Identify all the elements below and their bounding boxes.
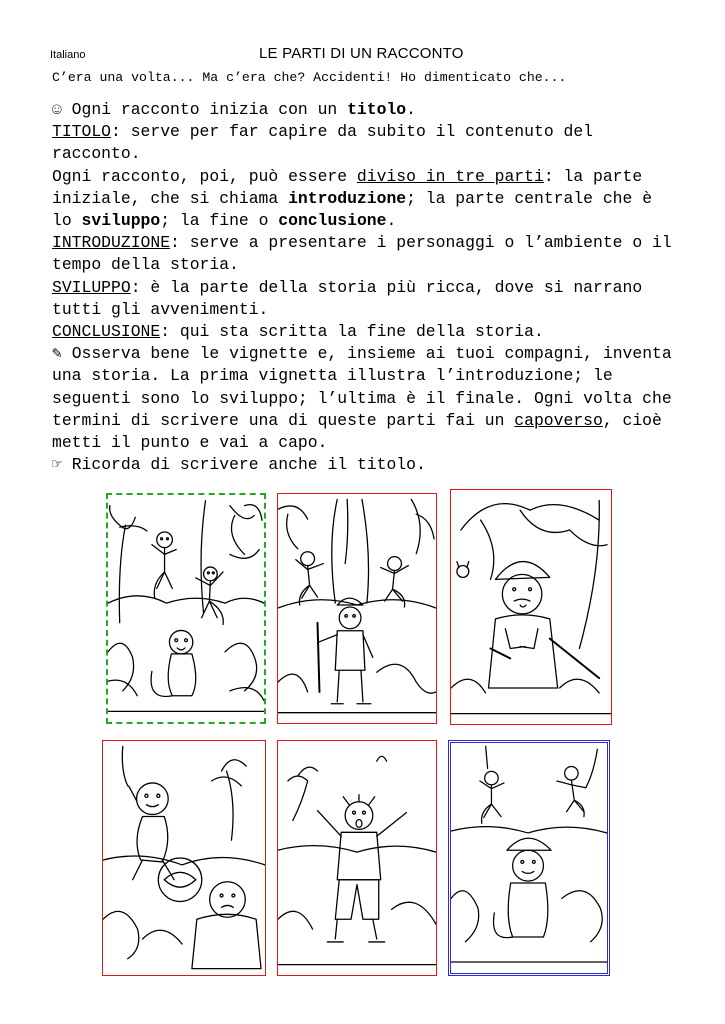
paragraph-three-parts — [52, 166, 677, 233]
text-span: Ogni racconto, poi, può essere — [52, 166, 357, 186]
explorer-closeup-illustration — [451, 490, 611, 724]
text-span: : serve a presentare i personaggi o l’ambiente o il tempo della storia. — [52, 233, 672, 275]
text-span: : qui sta scritta la fine della storia. — [160, 322, 544, 342]
text-span: Ricorda di scrivere anche il titolo. — [61, 455, 426, 475]
explorer-in-jungle-illustration — [278, 494, 436, 723]
opening-line: C’era una volta... Ma c’era che? Accidenti! Ho dimenticato che... — [52, 70, 567, 85]
label-introduzione: INTRODUZIONE — [52, 233, 171, 253]
monkey-takes-hat-illustration — [103, 741, 265, 975]
paragraph-reminder — [52, 454, 677, 476]
page-title: LE PARTI DI UN RACCONTO — [259, 45, 464, 62]
monkey-with-hat-illustration — [451, 743, 607, 973]
pencil-icon: ✎ — [52, 344, 62, 364]
text-span: . — [406, 100, 416, 119]
text-span: : la parte iniziale, che si chiama — [52, 166, 643, 208]
comic-panel-6 — [448, 740, 610, 976]
instructions-text — [52, 99, 677, 476]
paragraph-introduzione — [52, 232, 677, 276]
label-sviluppo: SVILUPPO — [52, 277, 131, 297]
comic-panel-4 — [102, 740, 266, 976]
text-span: , cioè metti il punto e vai a capo. — [52, 410, 662, 453]
keyword-titolo: titolo — [347, 100, 407, 119]
underlined-three-parts: diviso in tre parti — [356, 166, 544, 186]
text-span: ; la fine o — [160, 211, 279, 231]
keyword-conclusione: conclusione — [278, 211, 387, 231]
text-span: : serve per far capire da subito il contenuto del racconto. — [52, 122, 593, 164]
text-span: . — [386, 211, 397, 231]
smiley-icon: ☺ — [52, 100, 62, 119]
underlined-capoverso: capoverso — [514, 410, 603, 430]
keyword-introduzione: introduzione — [288, 188, 407, 208]
label-conclusione: CONCLUSIONE — [52, 322, 161, 342]
paragraph-conclusione — [52, 321, 677, 343]
pointing-hand-icon: ☞ — [52, 455, 62, 475]
keyword-sviluppo: sviluppo — [81, 211, 161, 231]
text-span: : è la parte della storia più ricca, dove si narrano tutti gli avvenimenti. — [52, 277, 643, 319]
text-span: Osserva bene le vignette e, insieme ai tuoi compagni, inventa una storia. La prima vignetta illustra l’introduzione; le seguenti sono lo sviluppo; l’ultima è il finale. Ogni volta che termini di scrivere una di queste parti fai un — [52, 344, 672, 430]
label-titolo: TITOLO — [52, 122, 112, 142]
text-span: ; la parte centrale che è lo — [52, 188, 653, 231]
subject-label: Italiano — [50, 49, 86, 61]
paragraph-sviluppo — [52, 277, 677, 321]
paragraph-instructions — [52, 343, 677, 454]
comic-panel-2 — [277, 493, 437, 724]
paragraph-title-intro — [52, 99, 677, 121]
comic-panel-5 — [277, 740, 437, 976]
comic-panel-1 — [106, 493, 266, 724]
comic-panel-3 — [450, 489, 612, 725]
jungle-monkeys-illustration — [108, 495, 264, 722]
explorer-surprised-illustration — [278, 741, 436, 975]
text-span: Ogni racconto inizia con un — [61, 100, 348, 119]
paragraph-titolo — [52, 121, 677, 165]
